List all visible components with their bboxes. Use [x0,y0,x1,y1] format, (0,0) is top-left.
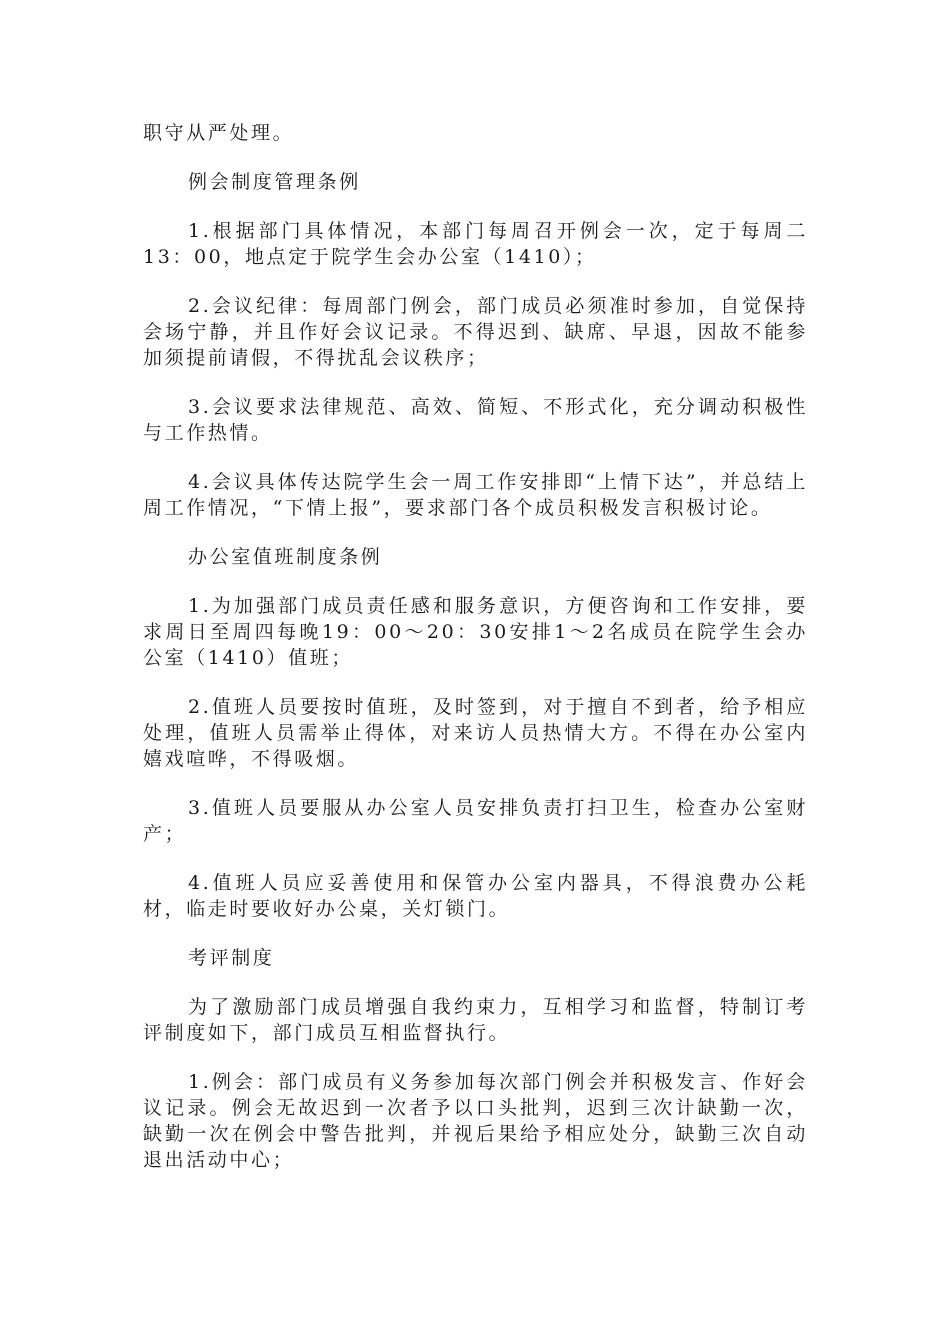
section-heading-duty-rules: 办公室值班制度条例 [188,546,383,568]
section-heading-meeting-rules: 例会制度管理条例 [188,171,361,193]
duty-rule-4: 4.值班人员应妥善使用和保管办公室内器具，不得浪费办公耗材，临走时要收好办公桌，关灯锁门。 [143,872,808,920]
duty-rule-2: 2.值班人员要按时值班，及时签到，对于擅自不到者，给予相应处理，值班人员需举止得体，对来访人员热情大方。不得在办公室内嬉戏喧哗，不得吸烟。 [143,696,808,770]
meeting-rule-1: 1.根据部门具体情况，本部门每周召开例会一次，定于每周二13：00，地点定于院学生会办公室（1410）； [143,220,808,268]
meeting-rule-4: 4.会议具体传达院学生会一周工作安排即“上情下达”，并总结上周工作情况，“下情上报”，要求部门各个成员积极发言积极讨论。 [143,471,808,519]
document-body [143,120,808,1196]
evaluation-rule-1: 1.例会：部门成员有义务参加每次部门例会并积极发言、作好会议记录。例会无故迟到一次者予以口头批判，迟到三次计缺勤一次，缺勤一次在例会中警告批判，并视后果给予相应处分，缺勤三次自动退出活动中心； [143,1071,808,1171]
section-heading-evaluation: 考评制度 [188,947,275,969]
paragraph-continuation: 职守从严处理。 [143,122,295,144]
meeting-rule-2: 2.会议纪律：每周部门例会，部门成员必须准时参加，自觉保持会场宁静，并且作好会议记录。不得迟到、缺席、早退，因故不能参加须提前请假，不得扰乱会议秩序； [143,295,808,369]
duty-rule-3: 3.值班人员要服从办公室人员安排负责打扫卫生，检查办公室财产； [143,797,808,845]
meeting-rule-3: 3.会议要求法律规范、高效、简短、不形式化，充分调动积极性与工作热情。 [143,396,808,444]
duty-rule-1: 1.为加强部门成员责任感和服务意识，方便咨询和工作安排，要求周日至周四每晚19：00～20：30安排1～2名成员在院学生会办公室（1410）值班； [143,595,808,669]
evaluation-intro: 为了激励部门成员增强自我约束力，互相学习和监督，特制订考评制度如下，部门成员互相监督执行。 [143,996,808,1044]
